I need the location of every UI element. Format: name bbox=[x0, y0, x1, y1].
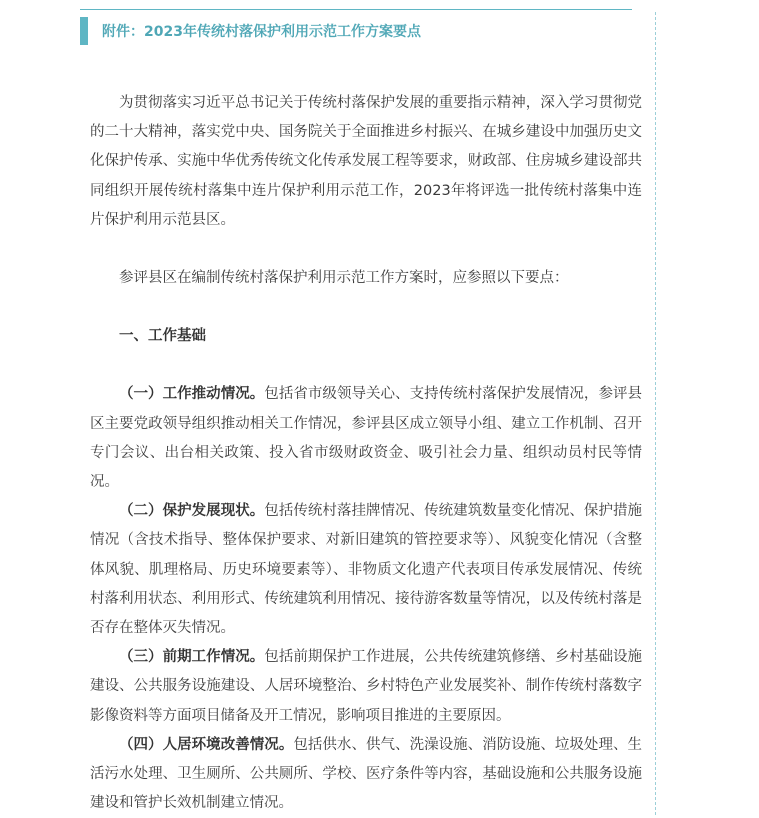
item-lead-3: （三）前期工作情况。 bbox=[119, 649, 265, 666]
item-text-2: 包括传统村落挂牌情况、传统建筑数量变化情况、保护措施情况（含技术指导、整体保护要求、对新旧建筑的管控要求等）、风貌变化情况（含整体风貌、肌理格局、历史环境要素等）、非物质文化遗产代表项目传承发展情况、传统村落利用状态、利用形式、传统建筑利用情况、接待游客数量等情况，以及传统村落是否存在整体灭失情况。 bbox=[90, 503, 643, 637]
reference-paragraph: 参评县区在编制传统村落保护利用示范工作方案时，应参照以下要点： bbox=[119, 270, 569, 287]
header-top-rule bbox=[80, 9, 632, 10]
item-lead-2: （二）保护发展现状。 bbox=[119, 503, 265, 520]
item-text-4: 包括供水、供气、洗澡设施、消防设施、垃圾处理、生活污水处理、卫生厕所、公共厕所、学校、医疗条件等内容，基础设施和公共服务设施建设和管护长效机制建立情况。 bbox=[90, 736, 642, 812]
item-paragraph-1 bbox=[90, 380, 642, 497]
item-paragraph-3 bbox=[90, 643, 642, 731]
section-heading: 一、工作基础 bbox=[119, 328, 206, 345]
header-accent-bar bbox=[80, 17, 88, 45]
item-text-3: 包括前期保护工作进展，公共传统建筑修缮、乡村基础设施建设、公共服务设施建设、人居环境整治、乡村特色产业发展奖补、制作传统村落数字影像资料等方面项目储备及开工情况，影响项目推进的主要原因。 bbox=[90, 649, 643, 724]
item-text-1: 包括省市级领导关心、支持传统村落保护发展情况，参评县区主要党政领导组织推动相关工作情况，参评县区成立领导小组、建立工作机制、召开专门会议、出台相关政策、投入省市级财政资金、吸引社会力量、组织动员村民等情况。 bbox=[90, 386, 643, 491]
item-lead-4: （四）人居环境改善情况。 bbox=[119, 736, 294, 753]
item-paragraph-4 bbox=[90, 731, 642, 818]
intro-paragraph: 为贯彻落实习近平总书记关于传统村落保护发展的重要指示精神，深入学习贯彻党的二十大精神，落实党中央、国务院关于全面推进乡村振兴、在城乡建设中加强历史文化保护传承、实施中华优秀传统文化传承发展工程等要求，财政部、住房城乡建设部共同组织开展传统村落集中连片保护利用示范工作，2023年将评选一批传统村落集中连片保护利用示范县区。 bbox=[90, 95, 642, 228]
page-title: 附件：2023年传统村落保护利用示范工作方案要点 bbox=[102, 24, 421, 40]
item-paragraph-2 bbox=[90, 497, 642, 643]
article-body bbox=[90, 89, 642, 818]
item-lead-1: （一）工作推动情况。 bbox=[119, 386, 265, 403]
right-dashed-border bbox=[655, 12, 656, 815]
